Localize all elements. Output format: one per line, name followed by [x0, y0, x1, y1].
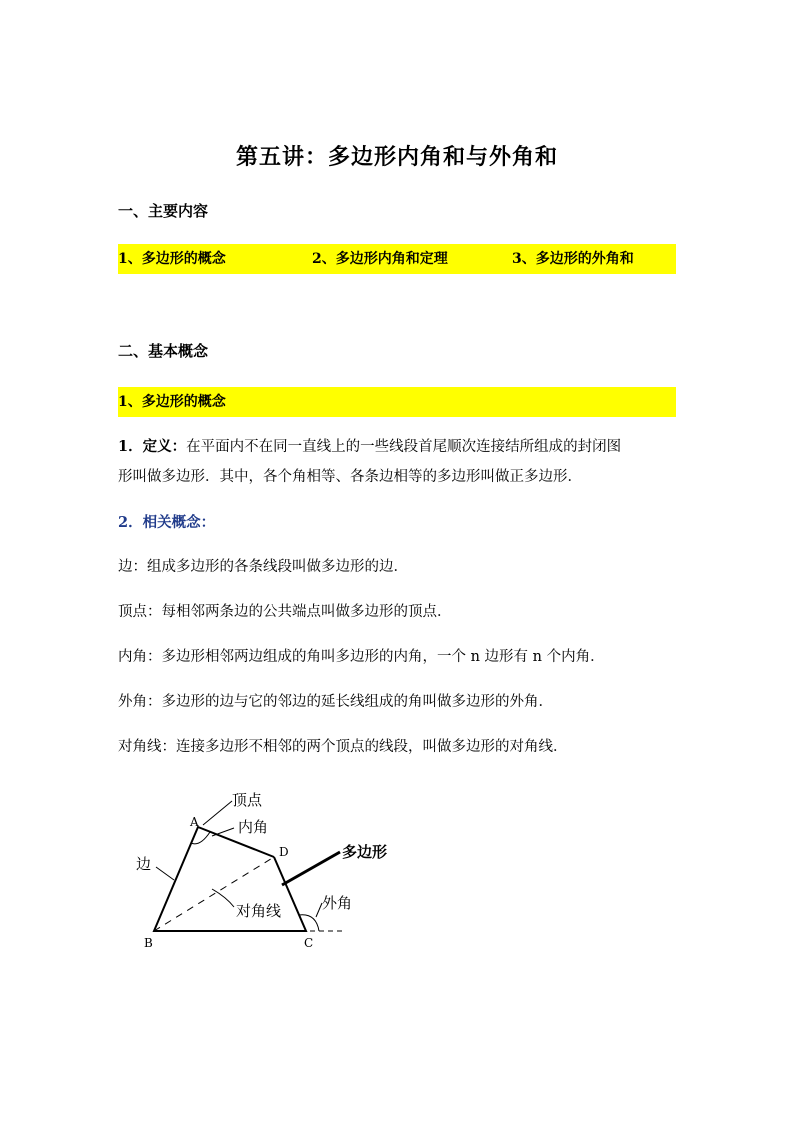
label-diagonal: 对角线	[236, 902, 282, 920]
concept-exterior-angle: 外角：多边形的边与它的邻边的延长线组成的角叫做多边形的外角．	[118, 694, 553, 710]
definition-label: 1．定义：	[118, 438, 187, 455]
definition-paragraph	[118, 432, 683, 492]
label-vertex: 顶点	[232, 791, 263, 809]
label-side: 边	[136, 855, 152, 873]
label-exterior-angle: 外角	[322, 894, 353, 912]
section-heading-basic-concepts: 二、基本概念	[118, 342, 209, 360]
definition-text-line-2: 形叫做多边形．其中，各个角相等、各条边相等的多边形叫做正多边形．	[118, 469, 582, 485]
section-heading-main-content: 一、主要内容	[118, 202, 209, 220]
page-title: 第五讲：多边形内角和与外角和	[235, 144, 558, 170]
vertex-label-b: B	[144, 936, 153, 950]
polygon-leader	[282, 852, 340, 885]
definition-text-line-1: 在平面内不在同一直线上的一些线段首尾顺次连接结所组成的封闭图	[186, 439, 622, 455]
vertex-label-c: C	[304, 936, 314, 950]
concept-interior-angle: 内角：多边形相邻两边组成的角叫多边形的内角，一个 n 边形有 n 个内角．	[118, 649, 605, 665]
concept-vertex: 顶点：每相邻两条边的公共端点叫做多边形的顶点．	[118, 604, 452, 620]
highlight-bar-main-content	[118, 244, 676, 274]
polygon-outline	[154, 827, 306, 931]
vertex-label-a: A	[190, 815, 199, 829]
diagonal-leader	[212, 889, 234, 907]
polygon-diagram	[126, 785, 426, 955]
main-content-item-3: 3、多边形的外角和	[512, 251, 634, 267]
main-content-item-2: 2、多边形内角和定理	[312, 251, 448, 267]
highlight-bar-polygon-concept	[118, 387, 676, 417]
concept-diagonal: 对角线：连接多边形不相邻的两个顶点的线段，叫做多边形的对角线．	[118, 739, 568, 755]
label-polygon: 多边形	[342, 843, 388, 861]
vertex-label-d: D	[279, 845, 289, 859]
related-concepts-label: 2．相关概念：	[118, 514, 216, 531]
vertex-leader	[203, 801, 232, 825]
main-content-item-1: 1、多边形的概念	[118, 251, 226, 267]
label-interior-angle: 内角	[238, 818, 269, 836]
side-leader	[156, 867, 174, 880]
concept-side: 边：组成多边形的各条线段叫做多边形的边．	[118, 559, 408, 575]
interior-angle-leader	[212, 828, 234, 836]
sub-heading-polygon-concept: 1、多边形的概念	[118, 394, 226, 410]
